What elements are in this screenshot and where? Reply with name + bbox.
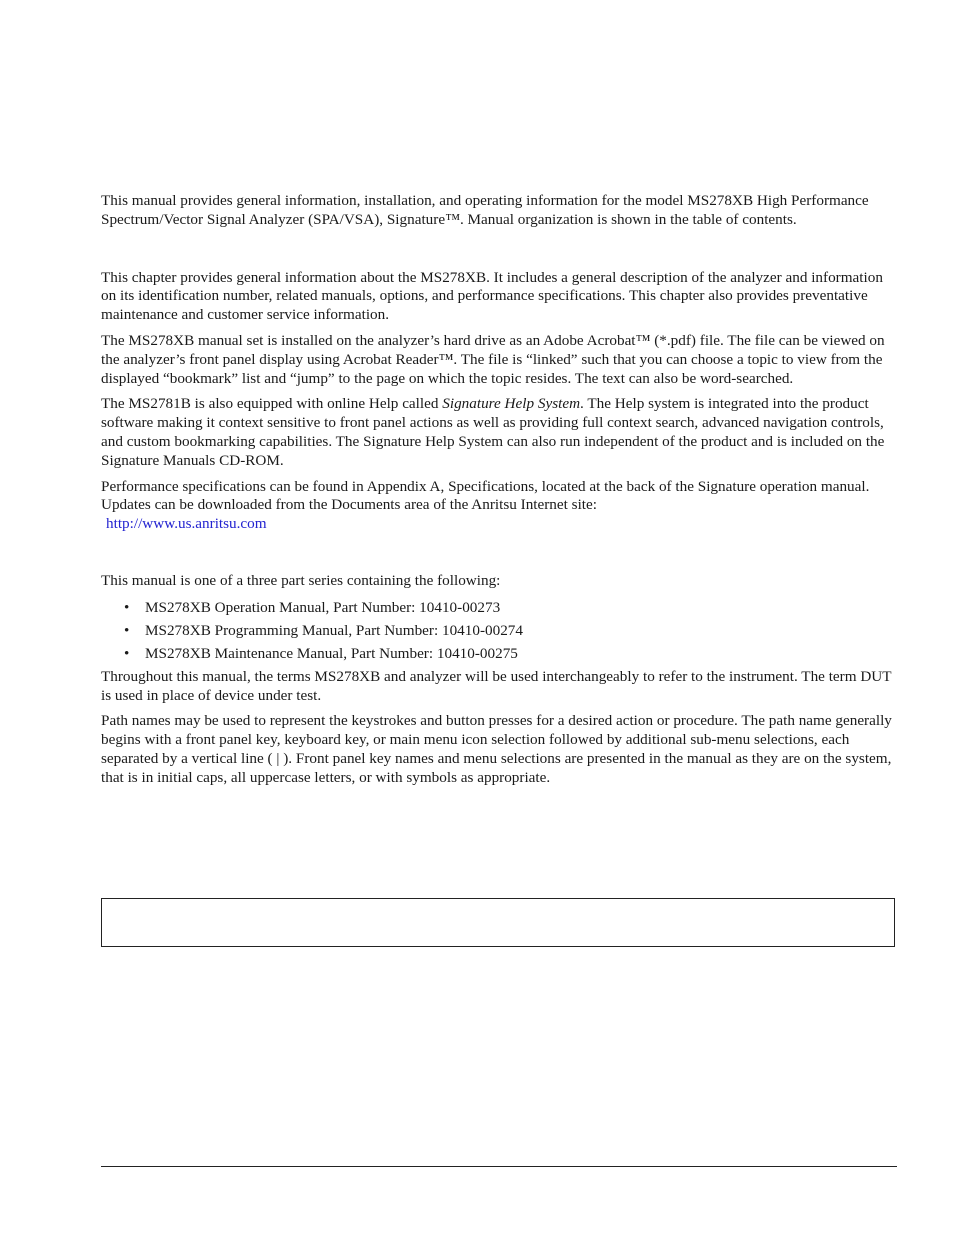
anritsu-url-line (101, 515, 897, 534)
bullet-icon: • (124, 644, 130, 662)
help-system-name: Signature Help System (442, 395, 581, 413)
footer-divider (101, 1166, 897, 1167)
bullet-icon: • (124, 598, 130, 616)
related-manuals-intro: This manual is one of a three part series containing the following: (101, 571, 501, 589)
manual-set-paragraph: The MS278XB manual set is installed on the analyzer’s hard drive as an Adobe Acrobat™ (*.pdf) file. The file can be viewed on the analyzer’s front panel display using Acrobat Reader™. The file is “linked” such that you can choose a topic to view from the displayed “bookmark” list and “jump” to the page on which the topic resides. The text can also be word-searched. (101, 331, 885, 387)
related-manuals-list (101, 599, 897, 668)
online-help-text-start: The MS2781B is also equipped with online Help called (101, 395, 443, 413)
online-help-text-end: . The Help system is integrated into the product software making it context sensitive to front panel actions as well as providing full context search, advanced navigation controls, and custom bookmarking capabilities. The Signature Help System can also run independent of the product and is included on the Signature Manuals CD-ROM. (101, 395, 885, 469)
bullet-icon: • (124, 621, 130, 639)
specifications-paragraph: Performance specifications can be found in Appendix A, Specifications, located at the back of the Signature operation manual. Updates can be downloaded from the Documents area of the Anritsu Internet site: (101, 477, 870, 514)
terms-paragraph: Throughout this manual, the terms MS278XB and analyzer will be used interchangeably to refer to the instrument. The term DUT is used in place of device under test. (101, 667, 892, 704)
online-help-paragraph (101, 395, 897, 470)
note-box (101, 898, 895, 947)
manual-title: MS278XB Programming Manual, Part Number: 10410-00274 (145, 621, 523, 639)
manual-title: MS278XB Maintenance Manual, Part Number: 10410-00275 (145, 644, 518, 662)
intro-paragraph: This manual provides general information, installation, and operating information for the model MS278XB High Performance Spectrum/Vector Signal Analyzer (SPA/VSA), Signature™. Manual organization is shown in the table of contents. (101, 192, 869, 228)
path-names-paragraph: Path names may be used to represent the keystrokes and button presses for a desired action or procedure. The path name generally begins with a front panel key, keyboard key, or main menu icon selection followed by additional sub-menu selections, each separated by a vertical line ( | ). Front panel key names and menu selections are presented in the manual as they are on the system, that is in initial caps, all uppercase letters, or with symbols as appropriate. (101, 712, 892, 786)
document-body (101, 192, 897, 788)
chapter-description-paragraph: This chapter provides general information about the MS278XB. It includes a general description of the analyzer and information on its identification number, related manuals, options, and performance specifications. This chapter also provides preventative maintenance and customer service information. (101, 268, 883, 324)
list-item (101, 622, 897, 645)
anritsu-url-link[interactable]: http://www.us.anritsu.com (106, 515, 267, 533)
manual-title: MS278XB Operation Manual, Part Number: 10410-00273 (145, 598, 501, 616)
list-item (101, 599, 897, 622)
list-item (101, 645, 897, 668)
